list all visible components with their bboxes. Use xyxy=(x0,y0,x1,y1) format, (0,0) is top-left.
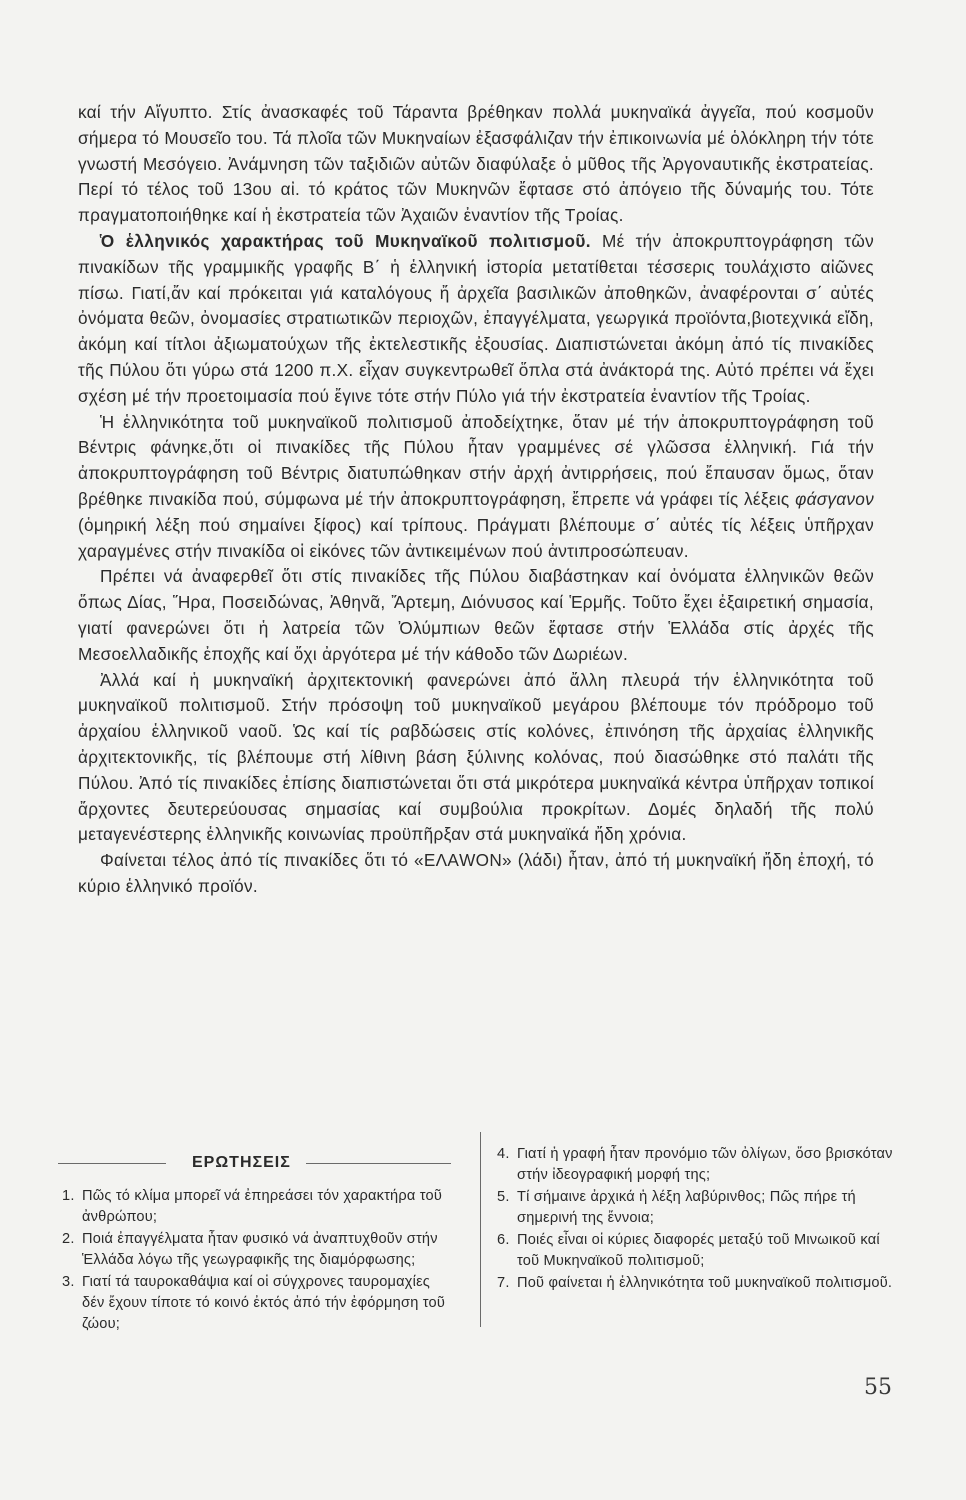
paragraph-3-text-b: (ὁμηρική λέξη πού σημαίνει ξίφος) καί τρίπους. Πράγματι βλέπουμε σ΄ αὐτές τίς λέξεις ὑπῆρχαν χαραγμένες στήν πινακίδα οἱ εἰκόνες τῶν ἀντικειμένων πού ἀντιπροσώπευαν. xyxy=(78,514,874,561)
question-number: 4. xyxy=(497,1146,510,1162)
question-text: Ποιές εἶναι οἱ κύριες διαφορές μεταξύ τοῦ Μινωικοῦ καί τοῦ Μυκηναϊκοῦ πολιτισμοῦ; xyxy=(517,1232,880,1269)
questions-right-column xyxy=(493,1144,903,1295)
question-number: 5. xyxy=(497,1189,510,1205)
heading-rule-left xyxy=(58,1163,166,1164)
question-number: 6. xyxy=(497,1232,510,1248)
question-text: Ποιά ἐπαγγέλματα ἦταν φυσικό νά ἀναπτυχθοῦν στήν Ἑλλάδα λόγω τῆς γεωγραφικῆς της διαμόρφωσης; xyxy=(82,1231,438,1268)
question-item xyxy=(493,1187,903,1229)
questions-box xyxy=(58,1146,893,1380)
question-number: 2. xyxy=(62,1231,75,1247)
questions-title: ΕΡΩΤΗΣΕΙΣ xyxy=(192,1154,291,1171)
paragraph-3-text-a: Ἡ ἑλληνικότητα τοῦ μυκηναϊκοῦ πολιτισμοῦ ἀποδείχτηκε, ὅταν μέ τήν ἀποκρυπτογράφηση τοῦ Βέντρις φάνηκε,ὅτι οἱ πινακίδες τῆς Πύλου ἦταν γραμμένες σέ γλῶσσα ἑλληνική. Γιά τήν ἀποκρυπτογράφηση τοῦ Βέντρις διατυπώθηκαν στήν ἀρχή ἀντιρρήσεις, πού ἔπαυσαν ὅμως, ὅταν βρέθηκε πινακίδα πού, σύμφωνα μέ τήν ἀποκρυπτογράφηση, ἔπρεπε νά γράφει τίς λέξεις xyxy=(78,411,874,509)
question-item xyxy=(58,1186,453,1228)
question-item xyxy=(58,1272,453,1335)
italic-word: φάσγανον xyxy=(795,488,874,509)
questions-left-column xyxy=(58,1150,453,1336)
question-number: 7. xyxy=(497,1275,510,1291)
paragraph-4: Πρέπει νά ἀναφερθεῖ ὅτι στίς πινακίδες τῆς Πύλου διαβάστηκαν καί ὀνόματα ἑλληνικῶν θεῶν ὅπως Δίας, Ἥρα, Ποσειδώνας, Ἀθηνᾶ, Ἄρτεμη, Διόνυσος καί Ἑρμῆς. Τοῦτο ἔχει ἐξαιρετική σημασία, γιατί φανερώνει ὅτι ἡ λατρεία τῶν Ὀλύμπιων θεῶν ἔφτασε στήν Ἑλλάδα στίς ἀρχές τῆς Μεσοελλαδικῆς ἐποχῆς καί ὄχι ἀργότερα μέ τήν κάθοδο τῶν Δωριέων. xyxy=(78,566,874,664)
paragraph-1: καί τήν Αἴγυπτο. Στίς ἀνασκαφές τοῦ Τάραντα βρέθηκαν πολλά μυκηναϊκά ἀγγεῖα, πού κοσμοῦν σήμερα τό Μουσεῖο του. Τά πλοῖα τῶν Μυκηναίων ἐξασφάλιζαν τήν ἐπικοινωνία μέ ὁλόκληρη τήν τότε γνωστή Μεσόγειο. Ἀνάμνηση τῶν ταξιδιῶν αὐτῶν διαφύλαξε ὁ μῦθος τῆς Ἀργοναυτικῆς ἐκστρατείας. Περί τό τέλος τοῦ 13ου αἰ. τό κράτος τῶν Μυκηνῶν ἔφτασε στό ἀπόγειο τῆς δύναμής του. Τότε πραγματοποιήθηκε καί ἡ ἐκστρατεία τῶν Ἀχαιῶν ἐναντίον τῆς Τροίας. xyxy=(78,102,874,226)
column-divider xyxy=(480,1132,481,1327)
paragraph-2-text: Μέ τήν ἀποκρυπτογράφηση τῶν πινακίδων τῆς γραμμικῆς γραφῆς Β΄ ἡ ἑλληνική ἱστορία μετατίθεται τέσσερις τουλάχιστο αἰῶνες πίσω. Γιατί,ἄν καί πρόκειται γιά καταλόγους ἤ ἀρχεῖα βασιλικῶν ἀποθηκῶν, ἀναφέρονται σ΄ αὐτές ὀνόματα θεῶν, ὀνομασίες στρατιωτικῶν περιοχῶν, ἐπαγγέλματα, γεωργικά προϊόντα,βιοτεχνικά εἴδη, ἀκόμη καί τίτλοι ἀξιωματούχων τῆς ἐκτελεστικῆς ἐξουσίας. Διαπιστώνεται ἀκόμη ἀπό τίς πινακίδες τῆς Πύλου ὅτι γύρω στά 1200 π.Χ. εἶχαν συγκεντρωθεῖ ὅπλα στά ἀνάκτορά της. Αὐτό πρέπει νά ἔχει σχέση μέ τήν προετοιμασία πού ἔγινε τότε στήν Πύλο γιά τήν ἐκστρατεία ἐναντίον τῆς Τροίας. xyxy=(78,230,874,406)
question-number: 1. xyxy=(62,1188,75,1204)
question-text: Πῶς τό κλίμα μπορεῖ νά ἐπηρεάσει τόν χαρακτήρα τοῦ ἀνθρώπου; xyxy=(82,1188,443,1225)
heading-rule-right xyxy=(306,1163,451,1164)
question-item xyxy=(493,1273,903,1294)
paragraph-5: Ἀλλά καί ἡ μυκηναϊκή ἀρχιτεκτονική φανερώνει ἀπό ἄλλη πλευρά τήν ἑλληνικότητα τοῦ μυκηναϊκοῦ πολιτισμοῦ. Στήν πρόσοψη τοῦ μυκηναϊκοῦ μεγάρου βλέπουμε τόν πρόδρομο τοῦ ἀρχαίου ἑλληνικοῦ ναοῦ. Ὡς καί τίς ραβδώσεις στίς κολόνες, ἐπινόηση τῆς ἀρχαίας ἑλληνικῆς ἀρχιτεκτονικῆς, τίς βλέπουμε στή λίθινη βάση ξύλινης κολόνας, πού διασώθηκε στό παλάτι τῆς Πύλου. Ἀπό τίς πινακίδες ἐπίσης διαπιστώνεται ὅτι στά μικρότερα μυκηναϊκά κέντρα ὑπῆρχαν τοπικοί ἄρχοντες δευτερεύουσας σημασίας καί συμβούλια προκρίτων. Δομές δηλαδή τῆς πολύ μεταγενέστερης ἑλληνικῆς κοινωνίας προϋπῆρξαν στά μυκηναϊκά ἤδη χρόνια. xyxy=(78,669,874,845)
question-text: Γιατί τά ταυροκαθάψια καί οἱ σύγχρονες ταυρομαχίες δέν ἔχουν τίποτε τό κοινό ἐκτός ἀπό τήν ἐφόρμηση τοῦ ζώου; xyxy=(82,1274,446,1332)
question-text: Γιατί ἡ γραφή ἦταν προνόμιο τῶν ὀλίγων, ὅσο βρισκόταν στήν ἰδεογραφική μορφή της; xyxy=(517,1146,893,1183)
questions-heading xyxy=(58,1150,453,1176)
question-text: Ποῦ φαίνεται ἡ ἑλληνικότητα τοῦ μυκηναϊκοῦ πολιτισμοῦ. xyxy=(517,1275,893,1291)
paragraph-3 xyxy=(78,410,874,565)
paragraph-6: Φαίνεται τέλος ἀπό τίς πινακίδες ὅτι τό «ΕΛΑWON» (λάδι) ἦταν, ἀπό τή μυκηναϊκή ἤδη ἐποχή, τό κύριο ἑλληνικό προϊόν. xyxy=(78,850,874,896)
question-item xyxy=(58,1229,453,1271)
question-number: 3. xyxy=(62,1274,75,1290)
page-number: 55 xyxy=(864,1375,892,1400)
body-text xyxy=(78,100,874,900)
question-item xyxy=(493,1144,903,1186)
paragraph-2 xyxy=(78,229,874,410)
question-item xyxy=(493,1230,903,1272)
question-text: Τί σήμαινε ἀρχικά ἡ λέξη λαβύρινθος; Πῶς πήρε τή σημερινή της ἔννοια; xyxy=(517,1189,856,1226)
section-heading: Ὁ ἑλληνικός χαρακτήρας τοῦ Μυκηναϊκοῦ πολιτισμοῦ. xyxy=(100,230,591,251)
